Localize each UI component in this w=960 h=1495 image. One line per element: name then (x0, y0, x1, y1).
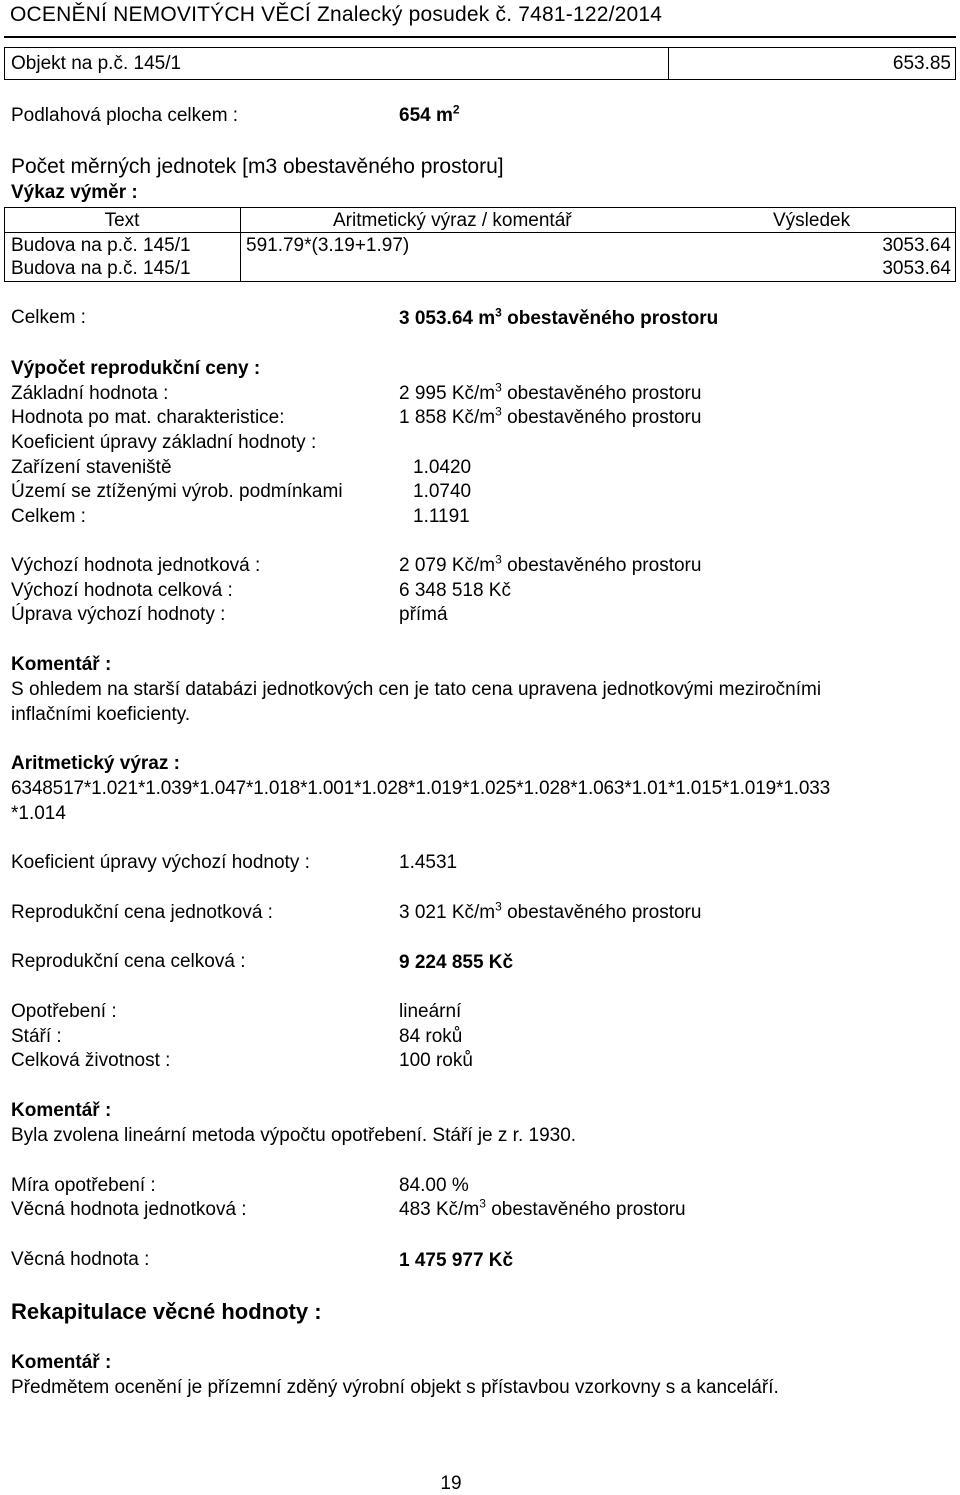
object-label: Objekt na p.č. 145/1 (11, 53, 182, 74)
object-row-divider (668, 47, 669, 79)
repro-unit-value: 2 079 $Kč/m^3$ obestavěného prostoru (399, 552, 702, 576)
comment2-title: Komentář : (11, 1100, 112, 1121)
results-unit-value: 3 021 $Kč/m^3$ obestavěného prostoru (399, 899, 702, 923)
units-total-value: 3 053.64 $m^3$ obestavěného prostoru (399, 305, 719, 329)
results-coef-value: 1.4531 (399, 852, 458, 873)
final-wear-rate-label: Míra opotřebení : (11, 1175, 156, 1196)
arith-line2: *1.014 (11, 803, 66, 824)
repro-coef2-label: Území se ztíženými výrob. podmínkami (11, 481, 343, 502)
column-header-result: Výsledek (773, 210, 851, 231)
comment1-line2: inflačními koeficienty. (11, 704, 191, 725)
recap-comment-title: Komentář : (11, 1352, 112, 1373)
page-number: 19 (440, 1473, 462, 1494)
row-result: 3053.64 (882, 258, 951, 279)
recap-comment-line: Předmětem ocenění je přízemní zděný výrobní objekt s přístavbou vzorkovny s a kanceláří. (11, 1377, 779, 1398)
final-wear-rate-value: 84.00 % (399, 1175, 469, 1196)
results-wear-value: lineární (399, 1001, 462, 1022)
units-table-header-border (4, 232, 956, 233)
final-value-value: 1 475 977 Kč (399, 1250, 514, 1271)
arith-line1: 6348517*1.021*1.039*1.047*1.018*1.001*1.028*1.019*1.025*1.028*1.063*1.01*1.015*1.019*1.033 (11, 778, 831, 799)
repro-base-value: 2 995 $Kč/m^3$ obestavěného prostoru (399, 380, 702, 404)
row-text: Budova na p.č. 145/1 (11, 258, 191, 279)
repro-coef-title: Koeficient úpravy základní hodnoty : (11, 432, 317, 453)
units-table-top-border (4, 207, 956, 208)
final-unit-label: Věcná hodnota jednotková : (11, 1199, 247, 1220)
object-row-left-border (4, 47, 5, 79)
units-title: Počet měrných jednotek [m3 obestavěného prostoru] (11, 155, 504, 178)
comment1-line1: S ohledem na starší databázi jednotkových cen je tato cena upravena jednotkovými meziročními (11, 679, 822, 700)
results-life-value: 100 roků (399, 1050, 473, 1071)
repro-coef1-label: Zařízení staveniště (11, 457, 172, 478)
repro-unit-label: Výchozí hodnota jednotková : (11, 555, 261, 576)
repro-coef-total-label: Celkem : (11, 506, 86, 527)
results-total-value: 9 224 855 Kč (399, 952, 514, 973)
comment2-line1: Byla zvolena lineární metoda výpočtu opotřebení. Stáří je z r. 1930. (11, 1125, 577, 1146)
results-total-label: Reprodukční cena celková : (11, 951, 246, 972)
document-header: OCENĚNÍ NEMOVITÝCH VĚCÍ Znalecký posudek č. 7481-122/2014 (10, 3, 663, 26)
repro-mat-label: Hodnota po mat. charakteristice: (11, 407, 285, 428)
results-wear-label: Opotřebení : (11, 1001, 117, 1022)
repro-title: Výpočet reprodukční ceny : (11, 358, 261, 379)
repro-adjust-value: přímá (399, 604, 448, 625)
floor-area-label: Podlahová plocha celkem : (11, 105, 239, 126)
repro-coef1-value: 1.0420 (413, 457, 472, 478)
repro-total-value: 6 348 518 Kč (399, 580, 511, 601)
final-unit-value: 483 $Kč/m^3$ obestavěného prostoru (399, 1196, 686, 1220)
column-header-expression: Aritmetický výraz / komentář (333, 210, 572, 231)
header-rule (4, 36, 956, 38)
object-row-top-border (4, 47, 956, 48)
units-table-col-divider-1 (240, 207, 241, 281)
row-result: 3053.64 (882, 235, 951, 256)
repro-adjust-label: Úprava výchozí hodnoty : (11, 604, 226, 625)
results-unit-label: Reprodukční cena jednotková : (11, 902, 273, 923)
recap-title: Rekapitulace věcné hodnoty : (11, 1299, 322, 1324)
results-coef-label: Koeficient úpravy výchozí hodnoty : (11, 852, 310, 873)
units-total-label: Celkem : (11, 307, 86, 328)
repro-total-label: Výchozí hodnota celková : (11, 580, 233, 601)
row-expression: 591.79*(3.19+1.97) (246, 235, 410, 256)
arith-title: Aritmetický výraz : (11, 753, 180, 774)
results-life-label: Celková životnost : (11, 1050, 171, 1071)
units-table-bottom-border (4, 281, 956, 282)
object-row-bottom-border (4, 79, 956, 80)
column-header-text: Text (104, 210, 140, 231)
repro-base-label: Základní hodnota : (11, 383, 169, 404)
object-value: 653.85 (892, 53, 951, 74)
repro-mat-value: 1 858 $Kč/m^3$ obestavěného prostoru (399, 404, 702, 428)
units-table-right-border (955, 207, 956, 281)
units-subtitle: Výkaz výměr : (11, 182, 138, 203)
comment1-title: Komentář : (11, 654, 112, 675)
repro-coef-total-value: 1.1191 (413, 506, 470, 527)
object-row-right-border (955, 47, 956, 79)
final-value-label: Věcná hodnota : (11, 1249, 150, 1270)
repro-coef2-value: 1.0740 (413, 481, 472, 502)
results-age-value: 84 roků (399, 1026, 463, 1047)
floor-area-value: 654 $m^2$ (399, 102, 460, 126)
row-text: Budova na p.č. 145/1 (11, 235, 191, 256)
results-age-label: Stáří : (11, 1026, 62, 1047)
